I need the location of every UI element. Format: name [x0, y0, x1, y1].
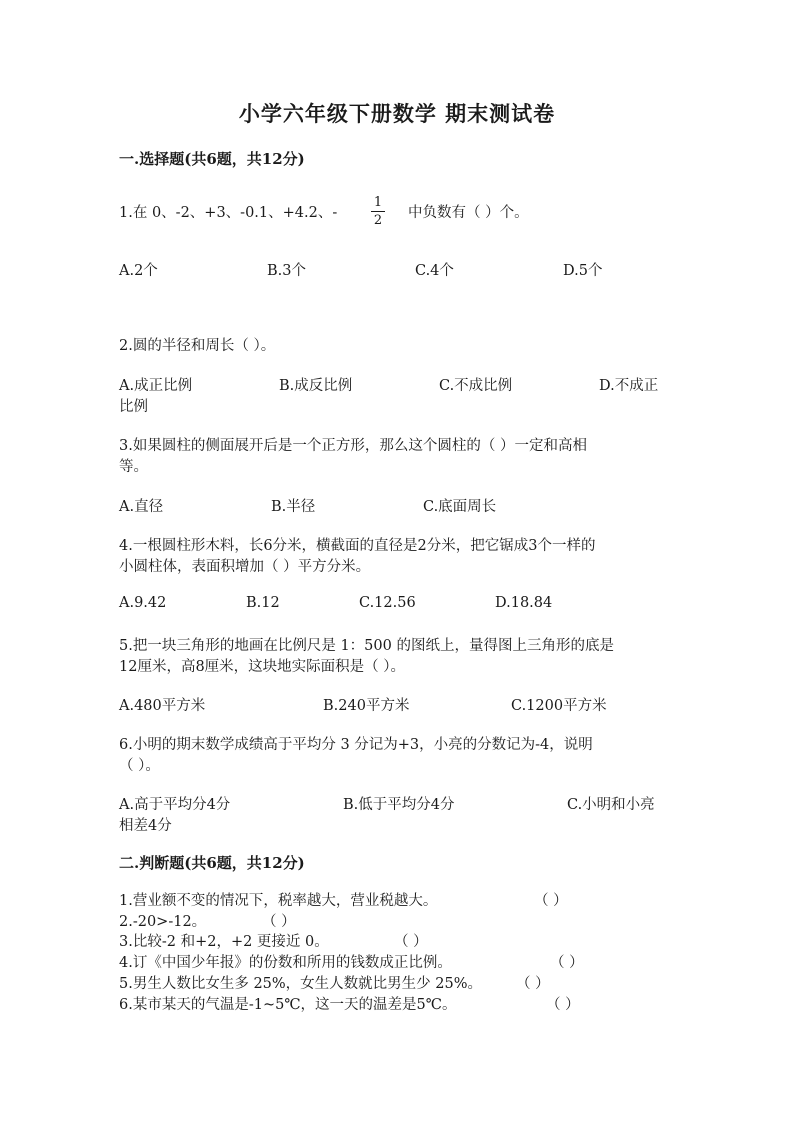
judge-item-5-answer-parens: （ ） — [516, 976, 550, 992]
judge-item-1 — [119, 891, 437, 912]
question-1-option-b: B.3个 — [267, 263, 306, 279]
question-6-option-b: B.低于平均分4分 — [343, 797, 455, 813]
question-3-option-a: A.直径 — [119, 499, 164, 515]
question-2-option-b: B.成反比例 — [279, 378, 353, 394]
question-3-text: 3.如果圆柱的侧面展开后是一个正方形，那么这个圆柱的（ ）一定和高相 — [119, 438, 587, 454]
question-3-text-line2: 等。 — [119, 459, 148, 475]
question-3-option-b: B.半径 — [271, 499, 316, 515]
question-2-option-a: A.成正比例 — [119, 378, 193, 394]
question-5-option-b: B.240平方米 — [323, 698, 410, 714]
judge-item-3-answer-parens: （ ） — [394, 934, 428, 950]
question-4-option-c: C.12.56 — [359, 595, 416, 611]
question-4-text: 4.一根圆柱形木料，长6分米，横截面的直径是2分米，把它锯成3个一样的 — [119, 538, 596, 554]
judge-item-3 — [119, 932, 329, 953]
question-1-option-a: A.2个 — [119, 263, 158, 279]
judge-item-text: 2.-20>-12。 — [119, 914, 207, 930]
judge-item-text: 1.营业额不变的情况下，税率越大，营业税越大。 — [119, 893, 438, 909]
judge-item-4-answer-parens: （ ） — [550, 955, 584, 971]
judge-item-4 — [119, 953, 452, 974]
question-5-option-a: A.480平方米 — [119, 698, 206, 714]
fraction-denominator: 2 — [373, 213, 383, 228]
judge-item-text: 6.某市某天的气温是-1~5℃，这一天的温差是5℃。 — [119, 997, 457, 1013]
question-1-text: 1.在 0、-2、+3、-0.1、+4.2、- — [119, 205, 338, 221]
question-6-option-c: C.小明和小亮 — [567, 797, 655, 813]
judge-item-6-answer-parens: （ ） — [546, 997, 580, 1013]
question-4-option-b: B.12 — [246, 595, 280, 611]
page-title: 小学六年级下册数学 期末测试卷 — [238, 101, 556, 126]
judge-item-2-answer-parens: （ ） — [262, 914, 296, 930]
judge-item-text: 4.订《中国少年报》的份数和所用的钱数成正比例。 — [119, 955, 452, 971]
question-3-option-c: C.底面周长 — [423, 499, 497, 515]
judge-item-text: 3.比较-2 和+2，+2 更接近 0。 — [119, 934, 329, 950]
question-2-text: 2.圆的半径和周长（ ）。 — [119, 338, 276, 354]
judge-item-2 — [119, 912, 206, 933]
fraction-one-half — [371, 195, 385, 228]
question-6-text-line2: （ ）。 — [119, 758, 160, 774]
fraction-bar — [371, 211, 385, 212]
question-4-option-d: D.18.84 — [495, 595, 553, 611]
question-4-option-a: A.9.42 — [119, 595, 167, 611]
judge-item-5 — [119, 974, 482, 995]
question-2-option-c: C.不成比例 — [439, 378, 513, 394]
question-2-option-d-wrap: 比例 — [119, 399, 148, 415]
question-1-option-c: C.4个 — [415, 263, 454, 279]
question-6-option-a: A.高于平均分4分 — [119, 797, 231, 813]
question-5-text-line2: 12厘米，高8厘米，这块地实际面积是（ ）。 — [119, 659, 406, 675]
section-heading-judgement: 二.判断题(共6题，共12分) — [119, 854, 305, 872]
judge-item-1-answer-parens: （ ） — [534, 893, 568, 909]
question-1-text-end: 中负数有（ ）个。 — [408, 205, 529, 221]
fraction-numerator: 1 — [373, 195, 383, 210]
question-2-option-d: D.不成正 — [599, 378, 659, 394]
judge-item-text: 5.男生人数比女生多 25%，女生人数就比男生少 25%。 — [119, 976, 483, 992]
question-1-option-d: D.5个 — [563, 263, 603, 279]
question-5-text: 5.把一块三角形的地画在比例尺是 1：500 的图纸上，量得图上三角形的底是 — [119, 638, 614, 654]
question-5-option-c: C.1200平方米 — [511, 698, 607, 714]
question-4-text-line2: 小圆柱体，表面积增加（ ）平方分米。 — [119, 559, 371, 575]
section-heading-choice: 一.选择题(共6题，共12分) — [119, 150, 305, 168]
judge-item-6 — [119, 995, 457, 1016]
question-6-option-c-wrap: 相差4分 — [119, 818, 172, 834]
question-6-text: 6.小明的期末数学成绩高于平均分 3 分记为+3，小亮的分数记为-4，说明 — [119, 737, 593, 753]
